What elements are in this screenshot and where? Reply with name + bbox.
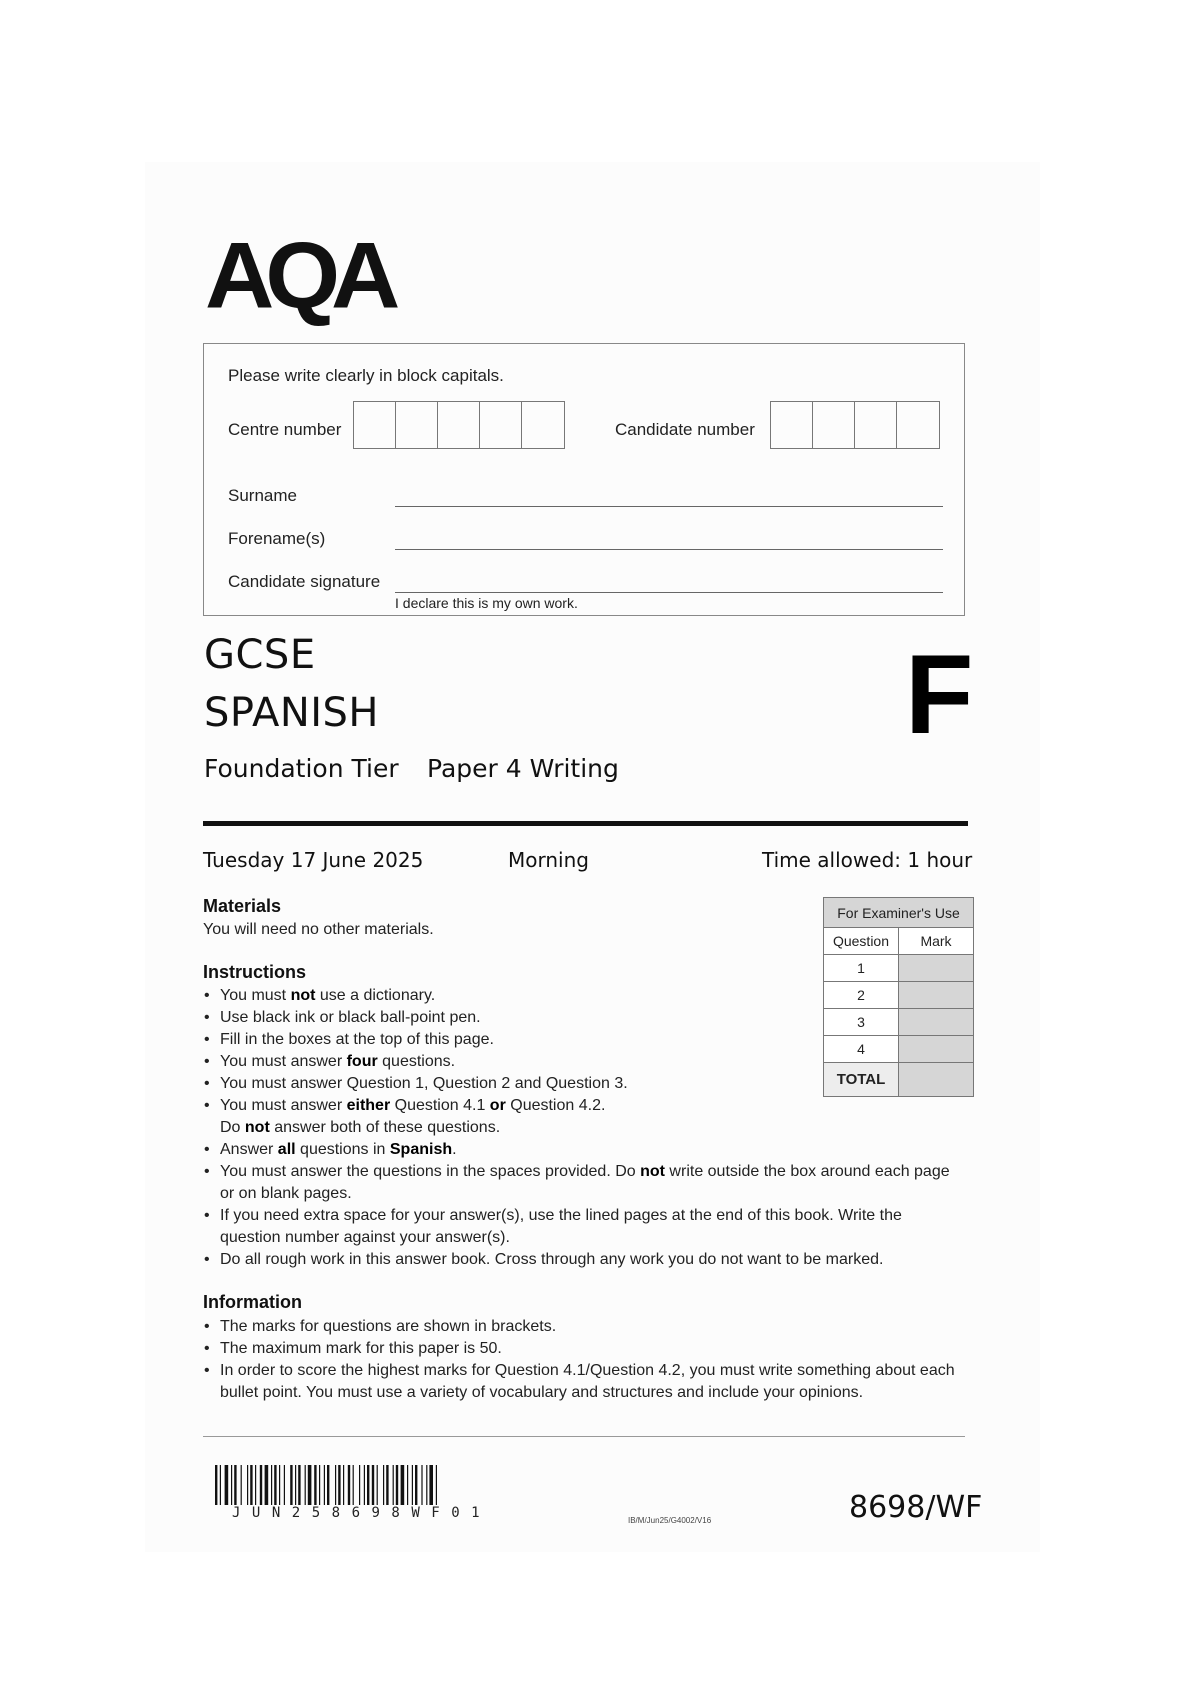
barcode-text: JUN258698WF01 [232,1505,492,1521]
barcode-bar [429,1465,433,1505]
centre-number-digit[interactable] [354,402,396,448]
declaration-text: I declare this is my own work. [395,595,578,611]
barcode-bar [247,1465,248,1505]
candidate-number-boxes[interactable] [770,401,940,449]
examiner-use-table [823,897,974,1097]
materials-heading: Materials [203,896,282,916]
barcode-bar [335,1465,336,1505]
barcode-bar [298,1465,300,1505]
barcode-bar [407,1465,408,1505]
barcode-bar [274,1465,276,1505]
signature-line[interactable] [395,592,943,593]
exam-date: Tuesday 17 June 2025 [203,848,424,872]
instruction-item: • You must answer Question 1, Question 2 and Question 3. [203,1073,958,1095]
block-capitals-instruction: Please write clearly in block capitals. [228,366,504,385]
instruction-item: • If you need extra space for your answer(s), use the lined pages at the end of this book. Write the question number against your answer(s). [203,1205,958,1249]
barcode-bar [231,1465,232,1505]
barcode-bar [305,1465,306,1505]
materials-text: You will need no other materials. [203,921,434,938]
information-item: • In order to score the highest marks for Question 4.1/Question 4.2, you must write something about each bullet point. You must use a variety of vocabulary and structures and include your opinions. [203,1360,958,1404]
barcode-bar [353,1465,354,1505]
barcode-bar [393,1465,394,1505]
barcode-bar [324,1465,325,1505]
forenames-label: Forename(s) [228,529,326,548]
barcode-bar [284,1465,285,1505]
barcode-bar [338,1465,340,1505]
barcode-bar [367,1465,369,1505]
barcode-bar [401,1465,405,1505]
barcode-bar [271,1465,272,1505]
question-number: 4 [824,1036,899,1063]
centre-number-digit[interactable] [438,402,480,448]
barcode-bar [241,1465,242,1505]
barcode-bar [343,1465,344,1505]
barcode-bar [319,1465,320,1505]
barcode-bar [215,1465,217,1505]
barcode-bar [377,1465,378,1505]
mark-cell [899,982,974,1009]
tier-letter: F [905,632,974,757]
information-heading: Information [203,1292,302,1312]
question-number: 3 [824,1009,899,1036]
barcode-bar [386,1465,388,1505]
barcode-bar [225,1465,229,1505]
instruction-item: • Use black ink or black ball-point pen. [203,1007,958,1029]
barcode-icon [215,1465,523,1505]
centre-number-digit[interactable] [480,402,522,448]
instructions-heading: Instructions [203,962,307,982]
barcode-bar [364,1465,365,1505]
barcode-bar [327,1465,329,1505]
document-reference: IB/M/Jun25/G4002/V16 [628,1516,712,1525]
barcode-bar [250,1465,252,1505]
barcode-bar [234,1465,236,1505]
tier-label: Foundation Tier [204,754,399,783]
barcode-bar [415,1465,417,1505]
total-mark-cell [899,1063,974,1097]
paper-label: Paper 4 Writing [427,754,619,783]
barcode-bar [426,1465,427,1505]
centre-number-digit[interactable] [396,402,438,448]
information-item: • The maximum mark for this paper is 50. [203,1338,958,1360]
barcode-bar [436,1465,437,1505]
examiner-table-title: For Examiner's Use [824,898,974,928]
exam-session: Morning [508,848,589,872]
centre-number-label: Centre number [228,420,342,439]
paper-code: 8698/WF [849,1490,983,1525]
title-divider [203,821,968,826]
subject-title: SPANISH [204,690,380,736]
mark-cell [899,1009,974,1036]
candidate-number-digit[interactable] [897,402,939,448]
instruction-item: • Fill in the boxes at the top of this page. [203,1029,958,1051]
surname-line[interactable] [395,506,943,507]
footer-divider [203,1436,965,1437]
barcode-bar [290,1465,292,1505]
instruction-item: • You must answer the questions in the spaces provided. Do not write outside the box around each page or on blank pages. [203,1161,958,1205]
information-item: • The marks for questions are shown in brackets. [203,1316,958,1338]
barcode-bar [308,1465,312,1505]
barcode-bar [396,1465,398,1505]
question-column-header: Question [824,928,899,955]
barcode-bar [260,1465,262,1505]
question-number: 1 [824,955,899,982]
instruction-item: • Answer all questions in Spanish. [203,1139,958,1161]
aqa-logo: AQA [205,223,392,328]
barcode-bar [220,1465,221,1505]
candidate-number-digit[interactable] [855,402,897,448]
total-label: TOTAL [824,1063,899,1097]
barcode-bar [255,1465,256,1505]
instruction-item: • You must not use a dictionary. [203,985,958,1007]
barcode-bar [372,1465,374,1505]
barcode-bar [314,1465,316,1505]
mark-column-header: Mark [899,928,974,955]
barcode-bar [421,1465,422,1505]
candidate-number-digit[interactable] [813,402,855,448]
time-allowed: Time allowed: 1 hour [762,848,973,872]
mark-cell [899,955,974,982]
centre-number-digit[interactable] [522,402,564,448]
barcode-bar [279,1465,280,1505]
qualification-title: GCSE [204,632,316,678]
instruction-item: • Do all rough work in this answer book. Cross through any work you do not want to be marked. [203,1249,958,1271]
candidate-number-digit[interactable] [771,402,813,448]
instruction-item: • You must answer four questions. [203,1051,958,1073]
barcode-bar [348,1465,350,1505]
question-number: 2 [824,982,899,1009]
information-list [203,1316,958,1404]
instruction-item: • You must answer either Question 4.1 or Question 4.2. Do not answer both of these questions. [203,1095,958,1139]
barcode-bar [295,1465,296,1505]
mark-cell [899,1036,974,1063]
signature-label: Candidate signature [228,572,381,591]
surname-label: Surname [228,486,297,505]
centre-number-boxes[interactable] [353,401,565,449]
barcode-bar [265,1465,269,1505]
candidate-number-label: Candidate number [615,420,755,439]
barcode-bar [383,1465,384,1505]
barcode-bar [412,1465,413,1505]
barcode-bar [359,1465,360,1505]
forenames-line[interactable] [395,549,943,550]
